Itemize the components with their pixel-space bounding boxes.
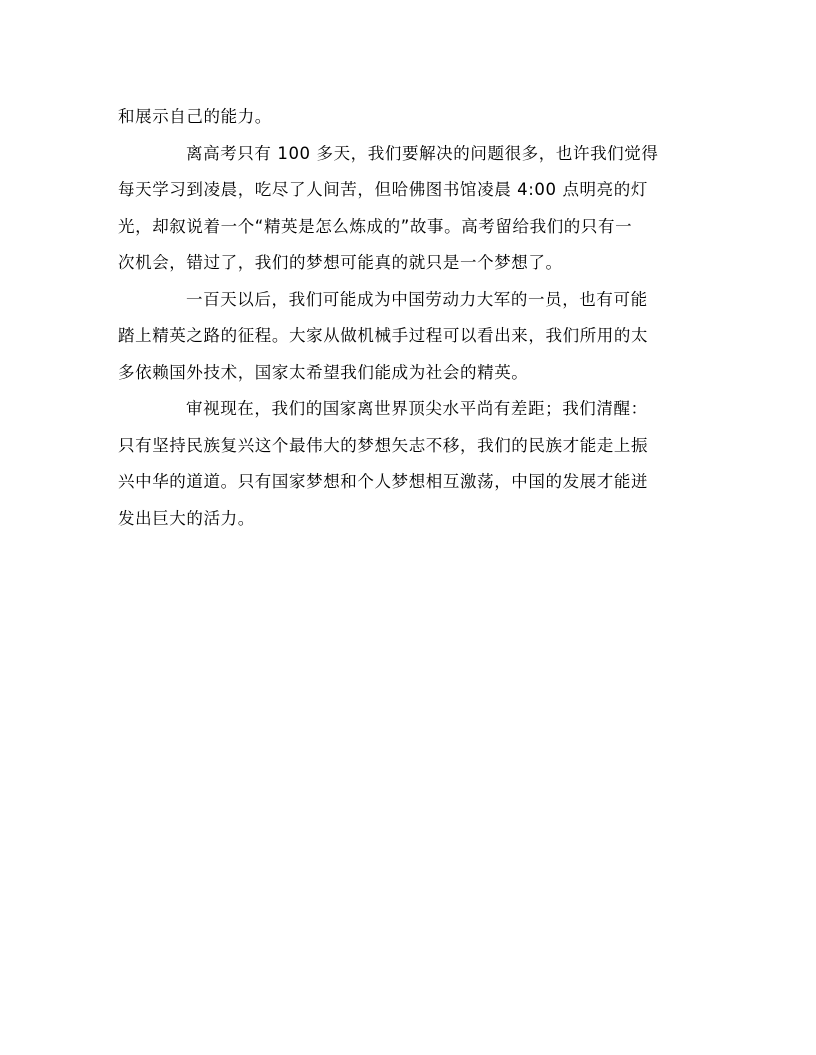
text-line: 离高考只有 100 多天，我们要解决的问题很多，也许我们觉得 (186, 143, 659, 163)
text-line: 多依赖国外技术，国家太希望我们能成为社会的精英。 (118, 362, 529, 382)
text-line: 审视现在，我们的国家离世界顶尖水平尚有差距；我们清醒： (186, 399, 648, 418)
text-line: 发出巨大的活力。 (118, 508, 255, 528)
paragraph-1 (118, 99, 698, 136)
text-line: 只有坚持民族复兴这个最伟大的梦想矢志不移，我们的民族才能走上振 (118, 435, 649, 455)
paragraph-3 (118, 282, 698, 392)
text-line: 踏上精英之路的征程。大家从做机械手过程可以看出来，我们所用的太 (118, 326, 649, 345)
text-line: 一百天以后，我们可能成为中国劳动力大军的一员，也有可能 (186, 289, 648, 309)
text-line: 和展示自己的能力。 (118, 107, 272, 126)
text-line: 兴中华的道道。只有国家梦想和个人梦想相互激荡，中国的发展才能迸 (118, 472, 649, 491)
paragraph-4 (118, 391, 698, 537)
text-line: 次机会，错过了，我们的梦想可能真的就只是一个梦想了。 (118, 253, 563, 272)
paragraph-2 (118, 136, 698, 282)
body-text (118, 99, 698, 537)
text-line: 光，却叙说着一个“精英是怎么炼成的”故事。高考留给我们的只有一 (118, 216, 633, 236)
text-line: 每天学习到凌晨，吃尽了人间苦，但哈佛图书馆凌晨 4:00 点明亮的灯 (118, 180, 648, 199)
